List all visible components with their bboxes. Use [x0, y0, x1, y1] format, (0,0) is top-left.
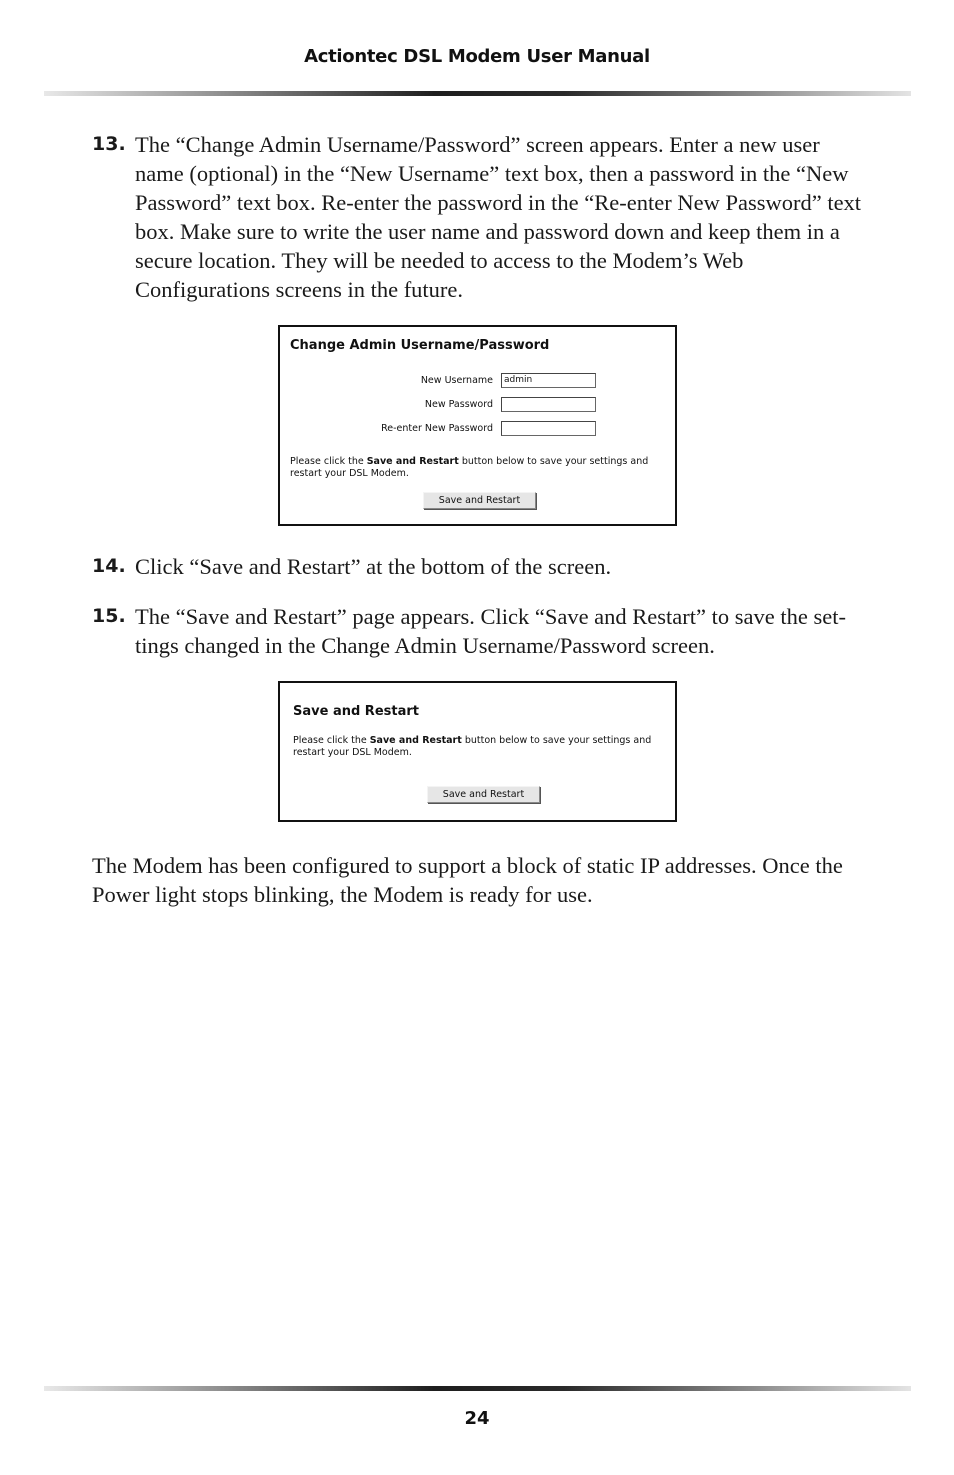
step-number: 15.	[92, 605, 126, 627]
new-password-field[interactable]	[501, 397, 596, 412]
note-prefix: Please click the	[293, 735, 370, 746]
step-13	[92, 130, 862, 304]
note-suffix: button below to save your settings and restart your DSL Modem.	[293, 735, 652, 758]
step-text: The “Save and Restart” page appears. Click “Save and Restart” to save the set- tings changed in the Change Admin Username/Password screen.	[135, 604, 846, 658]
reenter-password-label: Re-enter New Password	[381, 423, 493, 434]
note-suffix: button below to save your settings and restart your DSL Modem.	[290, 456, 649, 479]
save-instructions	[293, 735, 673, 759]
note-prefix: Please click the	[290, 456, 367, 467]
step-15	[92, 602, 862, 660]
step-number: 14.	[92, 555, 126, 577]
note-bold: Save and Restart	[369, 735, 462, 746]
reenter-password-field[interactable]	[501, 421, 596, 436]
new-username-field[interactable]: admin	[501, 373, 596, 388]
step-text: The “Change Admin Username/Password” screen appears. Enter a new user name (optional) in the “New Username” text box, then a password in the “New Password” text box. Re-enter the password in the “Re-enter New Password” text box. Make sure to write the user name and password down and keep them in a secure location. They will be needed to access to the Modem’s Web Configurations screens in the future.	[135, 132, 862, 302]
save-restart-screenshot	[278, 681, 677, 822]
page-number: 24	[464, 1408, 490, 1429]
save-and-restart-button[interactable]: Save and Restart	[423, 492, 536, 509]
step-number: 13.	[92, 133, 126, 155]
screen-title: Save and Restart	[293, 704, 419, 719]
closing-paragraph: The Modem has been configured to support a block of static IP addresses. Once the Power light stops blinking, the Modem is ready for use.	[92, 853, 843, 907]
footer-rule	[44, 1386, 911, 1391]
step-text: Click “Save and Restart” at the bottom of the screen.	[135, 554, 612, 579]
note-bold: Save and Restart	[366, 456, 459, 467]
page-header-title: Actiontec DSL Modem User Manual	[304, 46, 650, 67]
save-and-restart-button[interactable]: Save and Restart	[427, 786, 540, 803]
new-password-label: New Password	[424, 399, 493, 410]
new-username-label: New Username	[420, 375, 493, 386]
screen-title: Change Admin Username/Password	[290, 338, 550, 353]
header-rule	[44, 91, 911, 96]
save-instructions	[290, 456, 670, 480]
step-14	[92, 552, 862, 581]
change-admin-screenshot	[278, 325, 677, 526]
